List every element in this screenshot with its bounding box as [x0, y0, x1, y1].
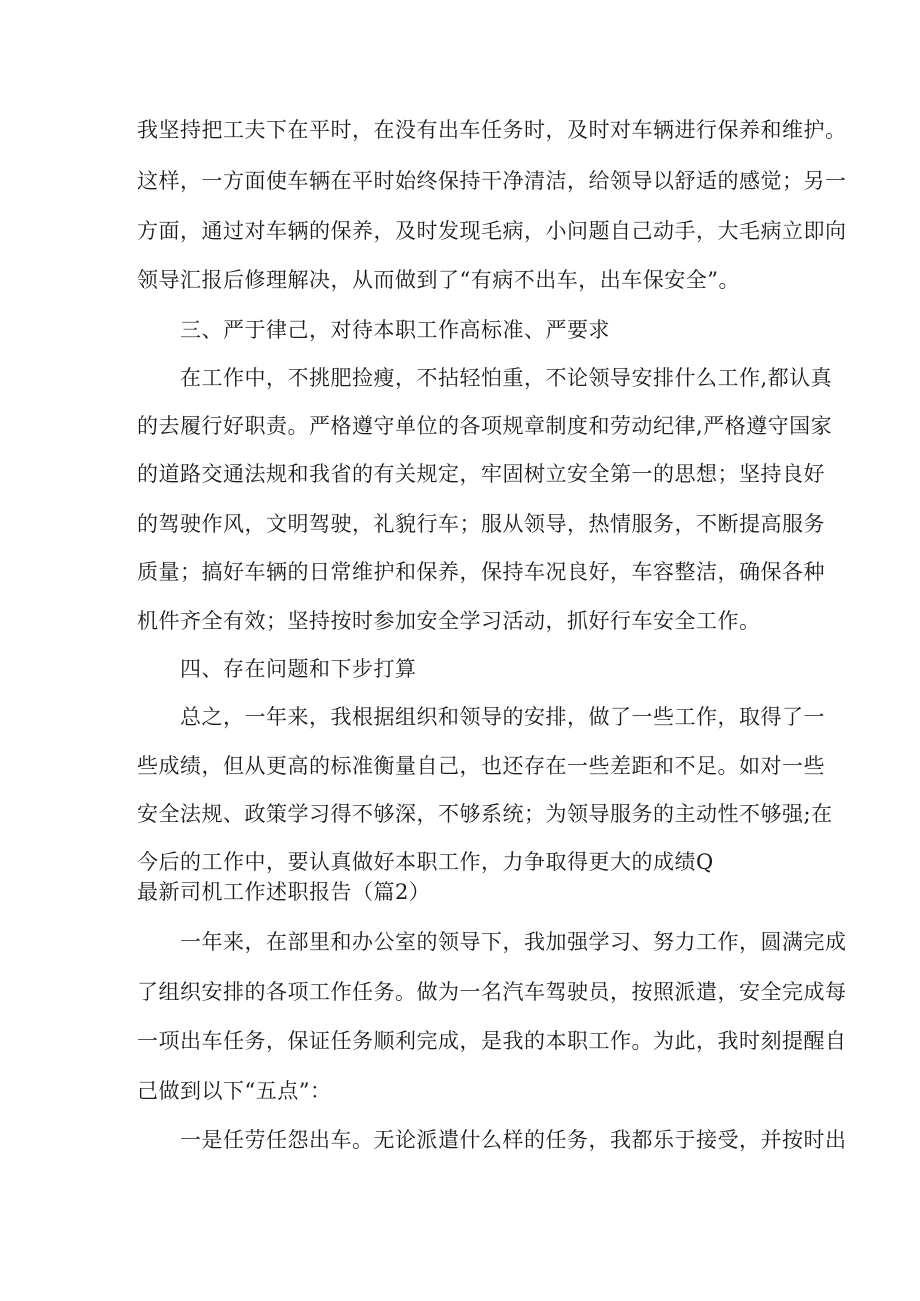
body-text-line: 我坚持把工夫下在平时，在没有出车任务时，及时对车辆进行保养和维护。	[137, 118, 847, 142]
report-title: 最新司机工作述职报告（篇2）	[137, 880, 431, 904]
body-text-line: 己做到以下“五点”：	[137, 1079, 332, 1103]
body-text-line: 质量；搞好车辆的日常维护和保养，保持车况良好，车容整洁，确保各种	[137, 560, 825, 584]
body-text-line: 的去履行好职责。严格遵守单位的各项规章制度和劳动纪律,严格遵守国家	[137, 414, 833, 438]
body-text-line: 方面，通过对车辆的保养，及时发现毛病，小问题自己动手，大毛病立即向	[137, 219, 847, 243]
body-text-line: 的驾驶作风，文明驾驶，礼貌行车；服从领导，热情服务，不断提高服务	[137, 512, 825, 536]
body-text-line: 一是任劳任怨出车。无论派遣什么样的任务，我都乐于接受，并按时出	[180, 1128, 847, 1152]
body-text-line: 安全法规、政策学习得不够深，不够系统；为领导服务的主动性不够强;在	[137, 802, 833, 826]
body-text-line: 的道路交通法规和我省的有关规定，牢固树立安全第一的思想；坚持良好	[137, 462, 825, 486]
body-text-line: 今后的工作中，要认真做好本职工作，力争取得更大的成绩Q	[137, 850, 714, 874]
body-text-line: 在工作中，不挑肥捡瘦，不拈轻怕重，不论领导安排什么工作,都认真	[180, 366, 833, 390]
section-heading: 四、存在问题和下步打算	[180, 657, 417, 681]
section-heading: 三、严于律己，对待本职工作高标准、严要求	[180, 318, 610, 342]
body-text-line: 机件齐全有效；坚持按时参加安全学习活动，抓好行车安全工作。	[137, 609, 761, 633]
body-text-line: 一年来，在部里和办公室的领导下，我加强学习、努力工作，圆满完成	[180, 930, 847, 954]
body-text-line: 些成绩，但从更高的标准衡量自己，也还存在一些差距和不足。如对一些	[137, 754, 825, 778]
body-text-line: 了组织安排的各项工作任务。做为一名汽车驾驶员，按照派遣，安全完成每	[137, 980, 847, 1004]
body-text-line: 领导汇报后修理解决，从而做到了“有病不出车，出车保安全”。	[137, 268, 740, 292]
body-text-line: 一项出车任务，保证任务顺利完成，是我的本职工作。为此，我时刻提醒自	[137, 1029, 847, 1053]
body-text-line: 这样，一方面使车辆在平时始终保持干净清洁，给领导以舒适的感觉；另一	[137, 169, 847, 193]
body-text-line: 总之，一年来，我根据组织和领导的安排，做了一些工作，取得了一	[180, 705, 825, 729]
